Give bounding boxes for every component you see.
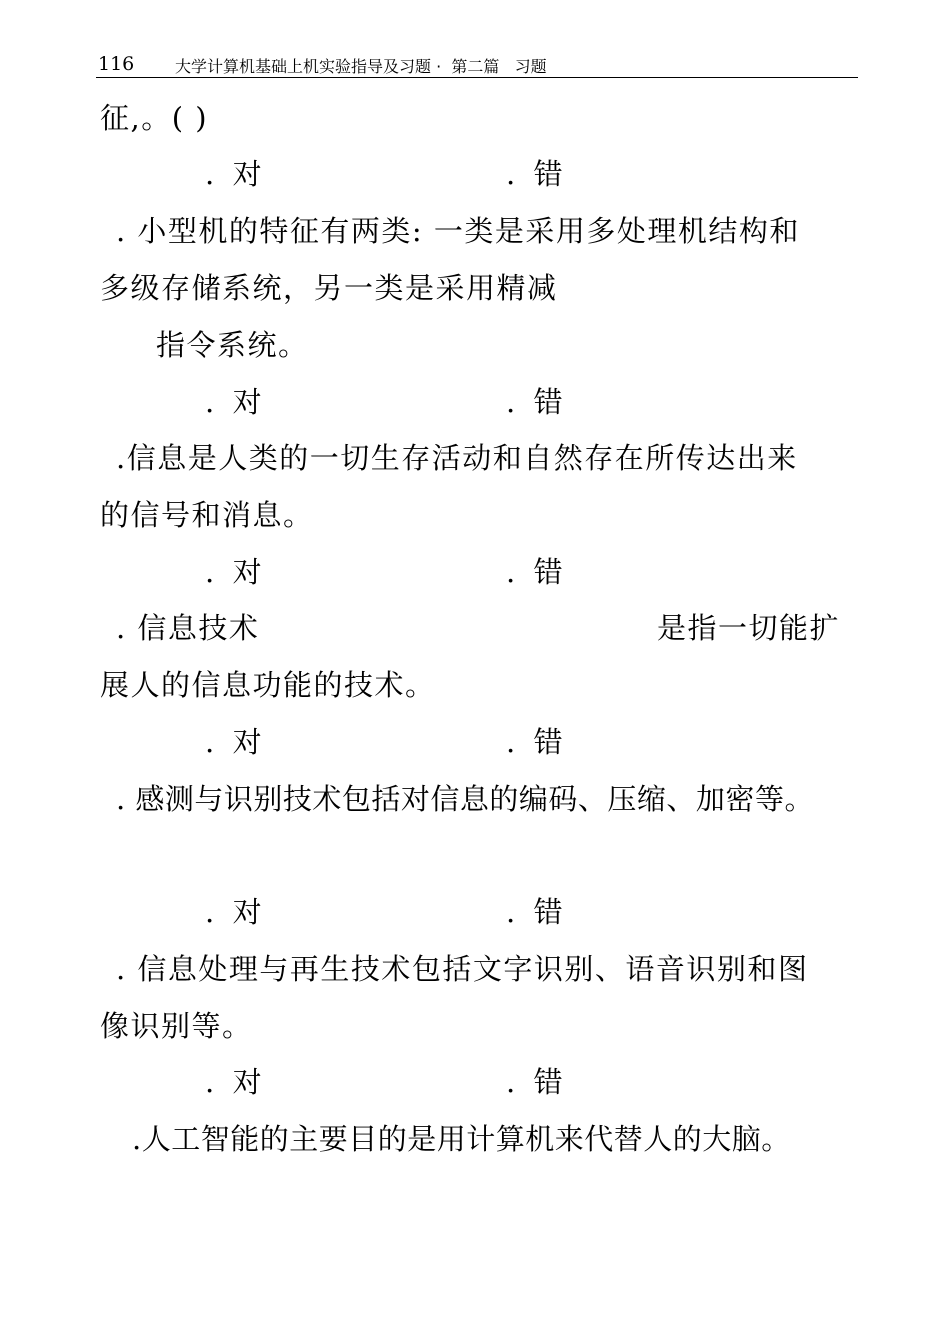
question-text-line: 像识别等。 bbox=[100, 1009, 253, 1043]
question-text-line: 征,。( ) bbox=[100, 101, 209, 135]
option-true: . 对 bbox=[205, 385, 262, 419]
question-text-line: . 信息技术 bbox=[116, 611, 260, 645]
question-text-line: . 感测与识别技术包括对信息的编码、压缩、加密等。 bbox=[116, 782, 814, 816]
option-false: . 错 bbox=[506, 725, 563, 759]
question-text-line: .人工智能的主要目的是用计算机来代替人的大脑。 bbox=[132, 1122, 791, 1156]
option-true: . 对 bbox=[205, 157, 262, 191]
option-false: . 错 bbox=[506, 555, 563, 589]
option-false: . 错 bbox=[506, 895, 563, 929]
option-true: . 对 bbox=[205, 725, 262, 759]
question-text-line: 展人的信息功能的技术。 bbox=[100, 668, 436, 702]
option-false: . 错 bbox=[506, 385, 563, 419]
question-text-line: 的信号和消息。 bbox=[100, 498, 314, 532]
page-number: 116 bbox=[98, 53, 135, 75]
header-divider bbox=[96, 77, 858, 78]
option-false: . 错 bbox=[506, 157, 563, 191]
running-title: 大学计算机基础上机实验指导及习题 · 第二篇 习题 bbox=[175, 57, 547, 76]
question-text-line: 多级存储系统，另一类是采用精减 bbox=[100, 271, 558, 305]
option-true: . 对 bbox=[205, 1065, 262, 1099]
option-true: . 对 bbox=[205, 555, 262, 589]
question-text-line: .信息是人类的一切生存活动和自然存在所传达出来 bbox=[116, 441, 798, 475]
question-text-line: 是指一切能扩 bbox=[657, 611, 841, 645]
question-text-line: . 小型机的特征有两类: 一类是采用多处理机结构和 bbox=[116, 214, 800, 248]
option-false: . 错 bbox=[506, 1065, 563, 1099]
option-true: . 对 bbox=[205, 895, 262, 929]
question-text-line: 指令系统。 bbox=[156, 328, 309, 362]
question-text-line: . 信息处理与再生技术包括文字识别、语音识别和图 bbox=[116, 952, 809, 986]
